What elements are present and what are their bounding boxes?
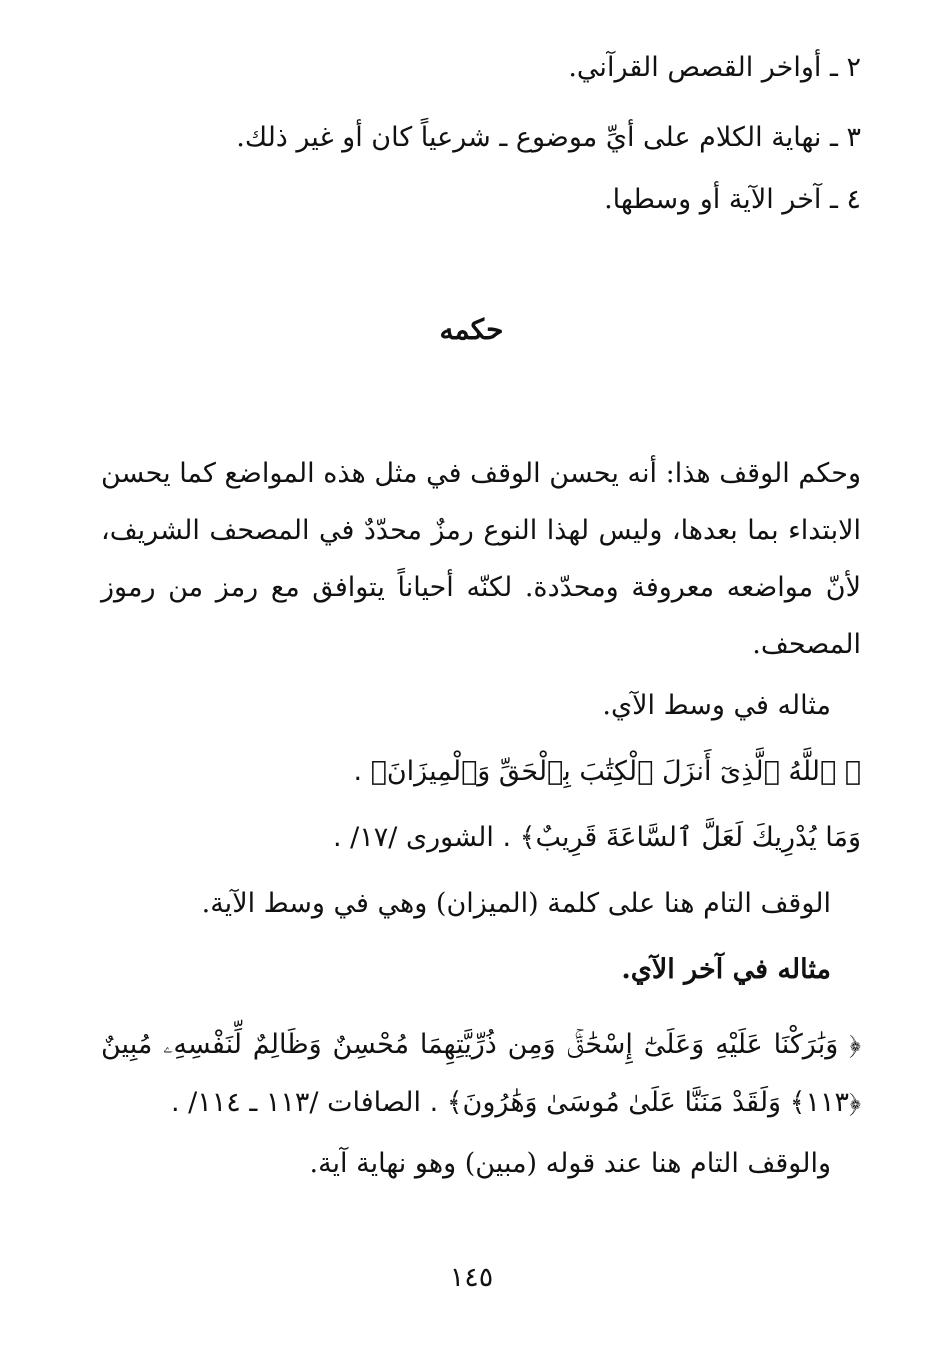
list-item-4: ٤ ـ آخر الآية أو وسطها. (604, 184, 861, 215)
example-middle-note: الوقف التام هنا على كلمة (الميزان) وهي في وسط الآية. (201, 888, 831, 919)
page-number: ١٤٥ (449, 1262, 494, 1293)
verse-saffat: ﴿ وَبَٰرَكْنَا عَلَيْهِ وَعَلَىٰٓ إِسْحَٰقَۚ وَمِن ذُرِّيَّتِهِمَا مُحْسِنٌ وَظَالِمٌ لِّنَفْسِهِۦ مُبِينٌ ﴿١١٣﴾ وَلَقَدْ مَنَنَّا عَلَىٰ مُوسَىٰ وَهَٰرُونَ﴾ . الصافات /١١٣ ـ ١١٤/ . (101, 1029, 861, 1118)
ruling-paragraph: وحكم الوقف هذا: أنه يحسن الوقف في مثل هذه المواضع كما يحسن الابتداء بما بعدها، وليس لهذا النوع رمزٌ محدّدٌ في المصحف الشريف، لأنّ مواضعه معروفة ومحدّدة. لكنّه أحياناً يتوافق مع رمز من رموز المصحف. (101, 458, 861, 660)
list-item-2: ٢ ـ أواخر القصص القرآني. (568, 52, 861, 83)
example-middle-label: مثاله في وسط الآي. (602, 690, 831, 721)
example-end-note: والوقف التام هنا عند قوله (مبين) وهو نهاية آية. (309, 1148, 831, 1179)
list-item-3: ٣ ـ نهاية الكلام على أيِّ موضوع ـ شرعياً كان أو غير ذلك. (236, 122, 861, 153)
example-end-label: مثاله في آخر الآي. (621, 954, 831, 985)
verse-shura-line-1: ﴿ ٱللَّهُ ٱلَّذِىٓ أَنزَلَ ٱلْكِتَٰبَ بِٱلْحَقِّ وَٱلْمِيزَانَۗ . (353, 756, 861, 787)
section-heading: حكمه (439, 313, 504, 346)
verse-shura-line-2: وَمَا يُدْرِيكَ لَعَلَّ ٱلسَّاعَةَ قَرِيبٌ﴾ . الشورى /١٧/ . (333, 822, 861, 853)
